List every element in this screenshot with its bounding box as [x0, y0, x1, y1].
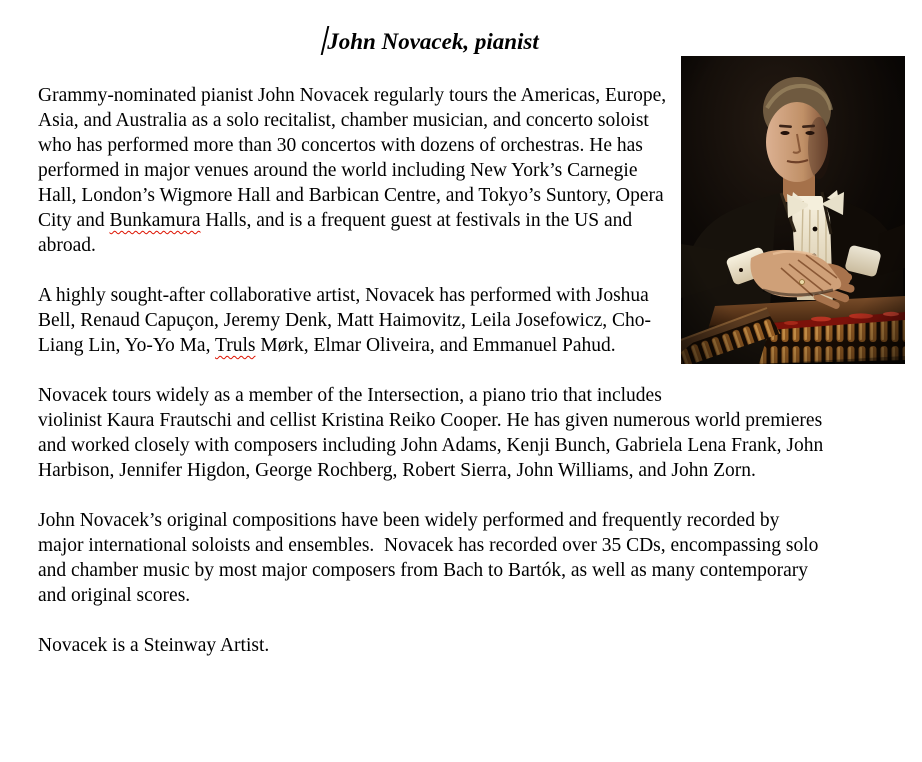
document-title-text: John Novacek, pianist: [327, 29, 539, 54]
pianist-portrait-image: [681, 56, 905, 364]
text-segment: Mørk, Elmar Oliveira, and Emmanuel Pahud.: [255, 335, 616, 356]
text-segment: A highly sought-after collaborative artist, Novacek has performed with Joshua Bell, Renaud Capuçon, Jeremy Denk, Matt Haimovitz, Leila Josefowicz, Cho-Liang Lin, Yo-Yo Ma,: [38, 285, 652, 356]
text-segment: Grammy-nominated pianist John Novacek regularly tours the Americas, Europe, Asia, and Australia as a solo recitalist, chamber musician, and concerto soloist who has performed more than 30 concertos with dozens of orchestras. He has performed in major venues around the world including New York’s Carnegie Hall, London’s Wigmore Hall and Barbican Centre, and Tokyo’s Suntory, Opera City and: [38, 85, 667, 231]
text-segment: Novacek is a Steinway Artist.: [38, 635, 270, 656]
bio-paragraph-4[interactable]: [38, 508, 825, 608]
portrait-photo[interactable]: [681, 56, 905, 364]
misspelled-word: Truls: [215, 335, 256, 356]
document-title[interactable]: [38, 26, 825, 56]
bio-paragraph-3[interactable]: [38, 383, 825, 483]
misspelled-word: Bunkamura: [109, 210, 201, 231]
document-page: [0, 26, 922, 658]
bio-paragraph-5[interactable]: [38, 633, 825, 658]
text-segment: John Novacek’s original compositions have been widely performed and frequently recorded by major international soloists and ensembles. Novacek has recorded over 35 CDs, encompassing solo and chamber music by most major composers from Bach to Bartók, as well as many contemporary and original scores.: [38, 510, 819, 606]
text-segment: Halls, and is a frequent guest at festivals in the US and abroad.: [38, 210, 633, 256]
text-segment: Novacek tours widely as a member of the Intersection, a piano trio that includes violinist Kaura Frautschi and cellist Kristina Reiko Cooper. He has given numerous world premieres and worked closely with composers including John Adams, Kenji Bunch, Gabriela Lena Frank, John Harbison, Jennifer Higdon, George Rochberg, Robert Sierra, John Williams, and John Zorn.: [38, 385, 824, 481]
